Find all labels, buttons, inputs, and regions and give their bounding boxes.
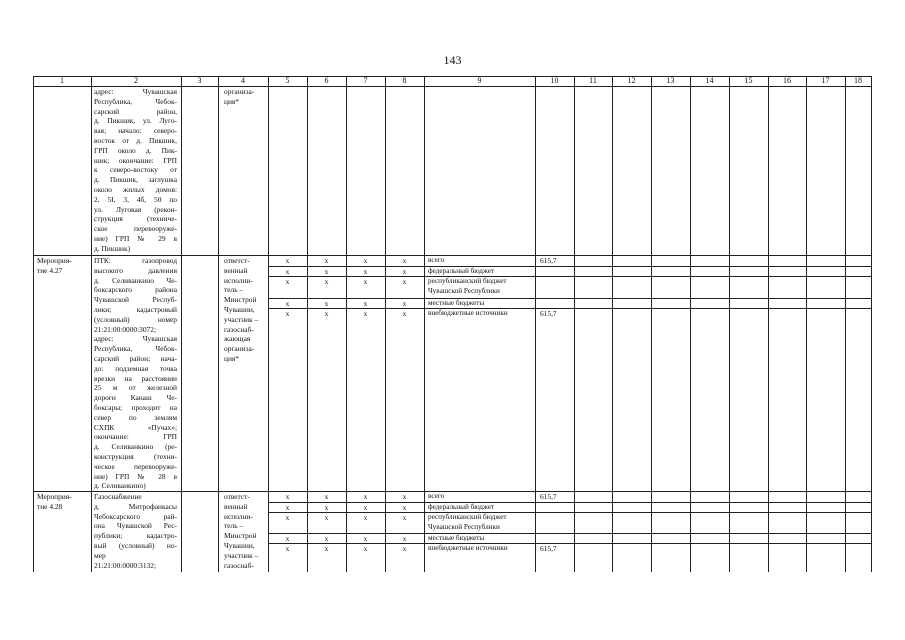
funding-source — [428, 267, 533, 277]
column-rule — [218, 76, 219, 572]
executor-text-line: исполни- — [224, 275, 253, 285]
code-mark: х — [324, 513, 329, 522]
code-mark: х — [285, 544, 290, 553]
code-mark: х — [402, 492, 407, 501]
header-col-8: 8 — [402, 76, 407, 85]
header-col-3: 3 — [197, 76, 202, 85]
object-description-line: к северо-востоку от — [94, 165, 177, 175]
header-col-17: 17 — [821, 76, 830, 85]
code-mark: х — [324, 534, 329, 543]
code-mark: х — [402, 513, 407, 522]
measure-id-line: Мероприя- — [37, 256, 72, 265]
object-description-line: север по землям — [94, 412, 177, 422]
column-rule — [845, 76, 846, 572]
object-description-line: около жилых домов: — [94, 184, 177, 194]
object-description-line: боксары; проходит на — [94, 402, 177, 412]
column-rule — [91, 76, 92, 572]
executor-text — [224, 492, 264, 570]
executor-text-line: Минстрой — [224, 531, 257, 541]
object-description-line: она Чувашской Рес- — [94, 521, 177, 531]
object-description-line: публики; кадастро- — [94, 531, 177, 541]
object-description-line: д. Пикшик, заглушка — [94, 175, 177, 185]
funding-source — [428, 503, 533, 513]
code-mark: х — [324, 492, 329, 501]
code-mark: х — [363, 267, 368, 276]
code-mark: х — [285, 267, 290, 276]
measure-id-line: тие 4.27 — [37, 265, 63, 275]
code-mark: х — [285, 309, 290, 318]
header-col-13: 13 — [666, 76, 675, 85]
column-rule — [690, 76, 691, 572]
measure-id — [37, 256, 89, 276]
column-rule — [651, 76, 652, 572]
object-description-line: д. Пикшик) — [94, 243, 131, 253]
code-mark: х — [363, 534, 368, 543]
funding-source — [428, 492, 533, 502]
executor-text-line: ция* — [224, 353, 240, 363]
measure-id-line: Мероприя- — [37, 492, 72, 501]
object-description-line: конструкция (техни- — [94, 451, 177, 461]
object-description-line: лики; кадастровый — [94, 304, 177, 314]
object-description-line: ское перевооруже- — [94, 224, 177, 234]
column-rule — [806, 76, 807, 572]
executor-text-line: тель – — [224, 521, 244, 531]
object-description-line: мер — [94, 550, 106, 560]
object-description — [94, 256, 177, 491]
object-description-line: д. Селиванкино (ре- — [94, 442, 177, 452]
object-description-line: сарский район; нача- — [94, 353, 177, 363]
object-description-line: врезки на расстоянии — [94, 373, 177, 383]
header-col-18: 18 — [854, 76, 862, 85]
funding-source — [428, 544, 533, 554]
executor-text-line: Чувашии, — [224, 540, 255, 550]
code-mark: х — [324, 267, 329, 276]
funding-source-line: местные бюджеты — [428, 534, 485, 542]
object-description-line: Газоснабжение — [94, 492, 142, 501]
code-mark: х — [363, 299, 368, 308]
object-description-line: 2, 5I, 3, 4б, 50 по — [94, 194, 177, 204]
executor-text-line: Минстрой — [224, 295, 257, 305]
object-description-line: восток от д. Пикшик, — [94, 135, 177, 145]
object-description-line: Республика, Чебок- — [94, 96, 177, 106]
object-description-line: ГРП около д. Пик- — [94, 145, 177, 155]
code-mark: х — [402, 256, 407, 265]
code-mark: х — [285, 277, 290, 286]
column-rule — [871, 76, 872, 572]
object-description-line: ческое перевооруже- — [94, 461, 177, 471]
object-description-line: 25 м от железной — [94, 383, 177, 393]
code-mark: х — [363, 492, 368, 501]
object-description-line: СХПК «Пучах»; — [94, 422, 177, 432]
header-col-10: 10 — [550, 76, 559, 85]
header-col-16: 16 — [783, 76, 791, 85]
object-description-line: высокого давления — [94, 265, 177, 275]
funding-source — [428, 256, 533, 266]
object-description — [94, 492, 177, 570]
object-description-line: д. Пикшик, ул. Луго- — [94, 116, 177, 126]
code-mark: х — [402, 503, 407, 512]
header-col-11: 11 — [589, 76, 597, 85]
funding-source-line: федеральный бюджет — [428, 503, 495, 511]
object-description-line: Республика, Чебок- — [94, 344, 177, 354]
object-description-line: до: подземная точка — [94, 363, 177, 373]
object-description-line: сарский район, — [94, 106, 177, 116]
executor-text — [224, 256, 264, 364]
executor-text-line: венный — [224, 501, 248, 511]
code-mark: х — [363, 513, 368, 522]
code-mark: х — [324, 299, 329, 308]
column-rule — [574, 76, 575, 572]
code-mark: х — [324, 256, 329, 265]
amount-value: 615,7 — [540, 309, 557, 318]
object-description-line: окончание: ГРП — [94, 432, 177, 442]
code-mark: х — [285, 534, 290, 543]
code-mark: х — [324, 309, 329, 318]
column-rule — [181, 76, 182, 572]
object-description-line: д. Селиванкино Че- — [94, 275, 177, 285]
code-mark: х — [285, 299, 290, 308]
code-mark: х — [285, 503, 290, 512]
column-rule — [33, 76, 34, 572]
code-mark: х — [402, 277, 407, 286]
executor-text-line: организа- — [224, 87, 255, 96]
object-description-line: ние) ГРП № 28 в — [94, 471, 177, 481]
header-col-14: 14 — [705, 76, 714, 85]
header-col-15: 15 — [744, 76, 753, 85]
funding-source-line: внебюджетные источники — [428, 544, 508, 552]
funding-source — [428, 277, 533, 297]
object-description-line: адрес: Чувашская — [94, 334, 177, 344]
object-description-line: (условный) номер — [94, 314, 177, 324]
code-mark: х — [402, 309, 407, 318]
code-mark: х — [285, 256, 290, 265]
column-rule — [424, 76, 425, 572]
header-col-5: 5 — [285, 76, 290, 85]
object-description-line: д. Митрофанкасы — [94, 501, 177, 511]
executor-text-line: газоснаб- — [224, 324, 254, 334]
executor-text-line: ция* — [224, 96, 240, 106]
code-mark: х — [324, 503, 329, 512]
funding-source-line: Чувашской Республики — [428, 286, 500, 295]
header-col-9: 9 — [477, 76, 482, 85]
funding-source-line: местные бюджеты — [428, 299, 485, 307]
executor-text-line: участник – — [224, 550, 259, 560]
object-description — [94, 87, 177, 254]
executor-text-line: участник – — [224, 314, 259, 324]
funding-source-line: федеральный бюджет — [428, 267, 495, 275]
code-mark: х — [363, 256, 368, 265]
object-description-line: вый (условный) но- — [94, 540, 177, 550]
funding-source — [428, 513, 533, 533]
object-description-line: ние) ГРП № 29 в — [94, 233, 177, 243]
funding-source — [428, 534, 533, 544]
funding-source — [428, 299, 533, 309]
funding-source-line: республиканский бюджет — [428, 277, 507, 285]
object-description-line: Чебоксарского рай- — [94, 511, 177, 521]
funding-source-line: всего — [428, 492, 445, 500]
header-col-6: 6 — [324, 76, 329, 85]
executor-text — [224, 87, 264, 107]
executor-text-line: газоснаб- — [224, 560, 254, 570]
executor-text-line: тель – — [224, 285, 244, 295]
code-mark: х — [363, 503, 368, 512]
executor-text-line: жающая — [224, 334, 251, 344]
funding-source-line: Чувашской Республики — [428, 522, 500, 531]
code-mark: х — [402, 267, 407, 276]
object-description-line: 21:21:00:0000:3132; — [94, 560, 157, 570]
executor-text-line: венный — [224, 265, 248, 275]
measure-id-line: тие 4.28 — [37, 501, 63, 511]
object-description-line: боксарского района — [94, 285, 177, 295]
column-rule — [535, 76, 536, 572]
object-description-line: ул. Луговая (рекон- — [94, 204, 177, 214]
page-number: 143 — [443, 53, 462, 67]
object-description-line: ПТК: газопровод — [94, 256, 177, 265]
executor-text-line: ответст- — [224, 256, 250, 265]
code-mark: х — [363, 309, 368, 318]
column-rule — [612, 76, 613, 572]
code-mark: х — [402, 534, 407, 543]
code-mark: х — [285, 492, 290, 501]
header-col-4: 4 — [241, 76, 245, 85]
column-rule — [768, 76, 769, 572]
code-mark: х — [363, 277, 368, 286]
code-mark: х — [363, 544, 368, 553]
funding-source-line: республиканский бюджет — [428, 513, 507, 521]
code-mark: х — [324, 544, 329, 553]
executor-text-line: ответст- — [224, 492, 250, 501]
amount-value: 615,7 — [540, 544, 557, 553]
code-mark: х — [402, 299, 407, 308]
object-description-line: струкция (техниче- — [94, 214, 177, 224]
object-description-line: дороги Канаш Че- — [94, 393, 177, 403]
header-col-7: 7 — [363, 76, 368, 85]
object-description-line: адрес: Чувашская — [94, 87, 177, 96]
header-col-12: 12 — [627, 76, 636, 85]
code-mark: х — [285, 513, 290, 522]
object-description-line: вая; начало: северо- — [94, 126, 177, 136]
amount-value: 615,7 — [540, 492, 557, 501]
funding-source — [428, 309, 533, 319]
object-description-line: Чувашской Респуб- — [94, 295, 177, 305]
executor-text-line: организа- — [224, 344, 255, 354]
column-rule — [729, 76, 730, 572]
header-col-2: 2 — [134, 76, 138, 85]
funding-source-line: внебюджетные источники — [428, 309, 508, 317]
code-mark: х — [402, 544, 407, 553]
amount-value: 615,7 — [540, 256, 557, 265]
measure-id — [37, 492, 89, 512]
funding-source-line: всего — [428, 256, 445, 264]
executor-text-line: Чувашии, — [224, 304, 255, 314]
object-description-line: шик; окончание: ГРП — [94, 155, 177, 165]
object-description-line: 21:21:00:0000:3072; — [94, 324, 157, 334]
executor-text-line: исполни- — [224, 511, 253, 521]
header-col-1: 1 — [60, 76, 64, 85]
object-description-line: д. Селиванкино) — [94, 481, 146, 491]
code-mark: х — [324, 277, 329, 286]
